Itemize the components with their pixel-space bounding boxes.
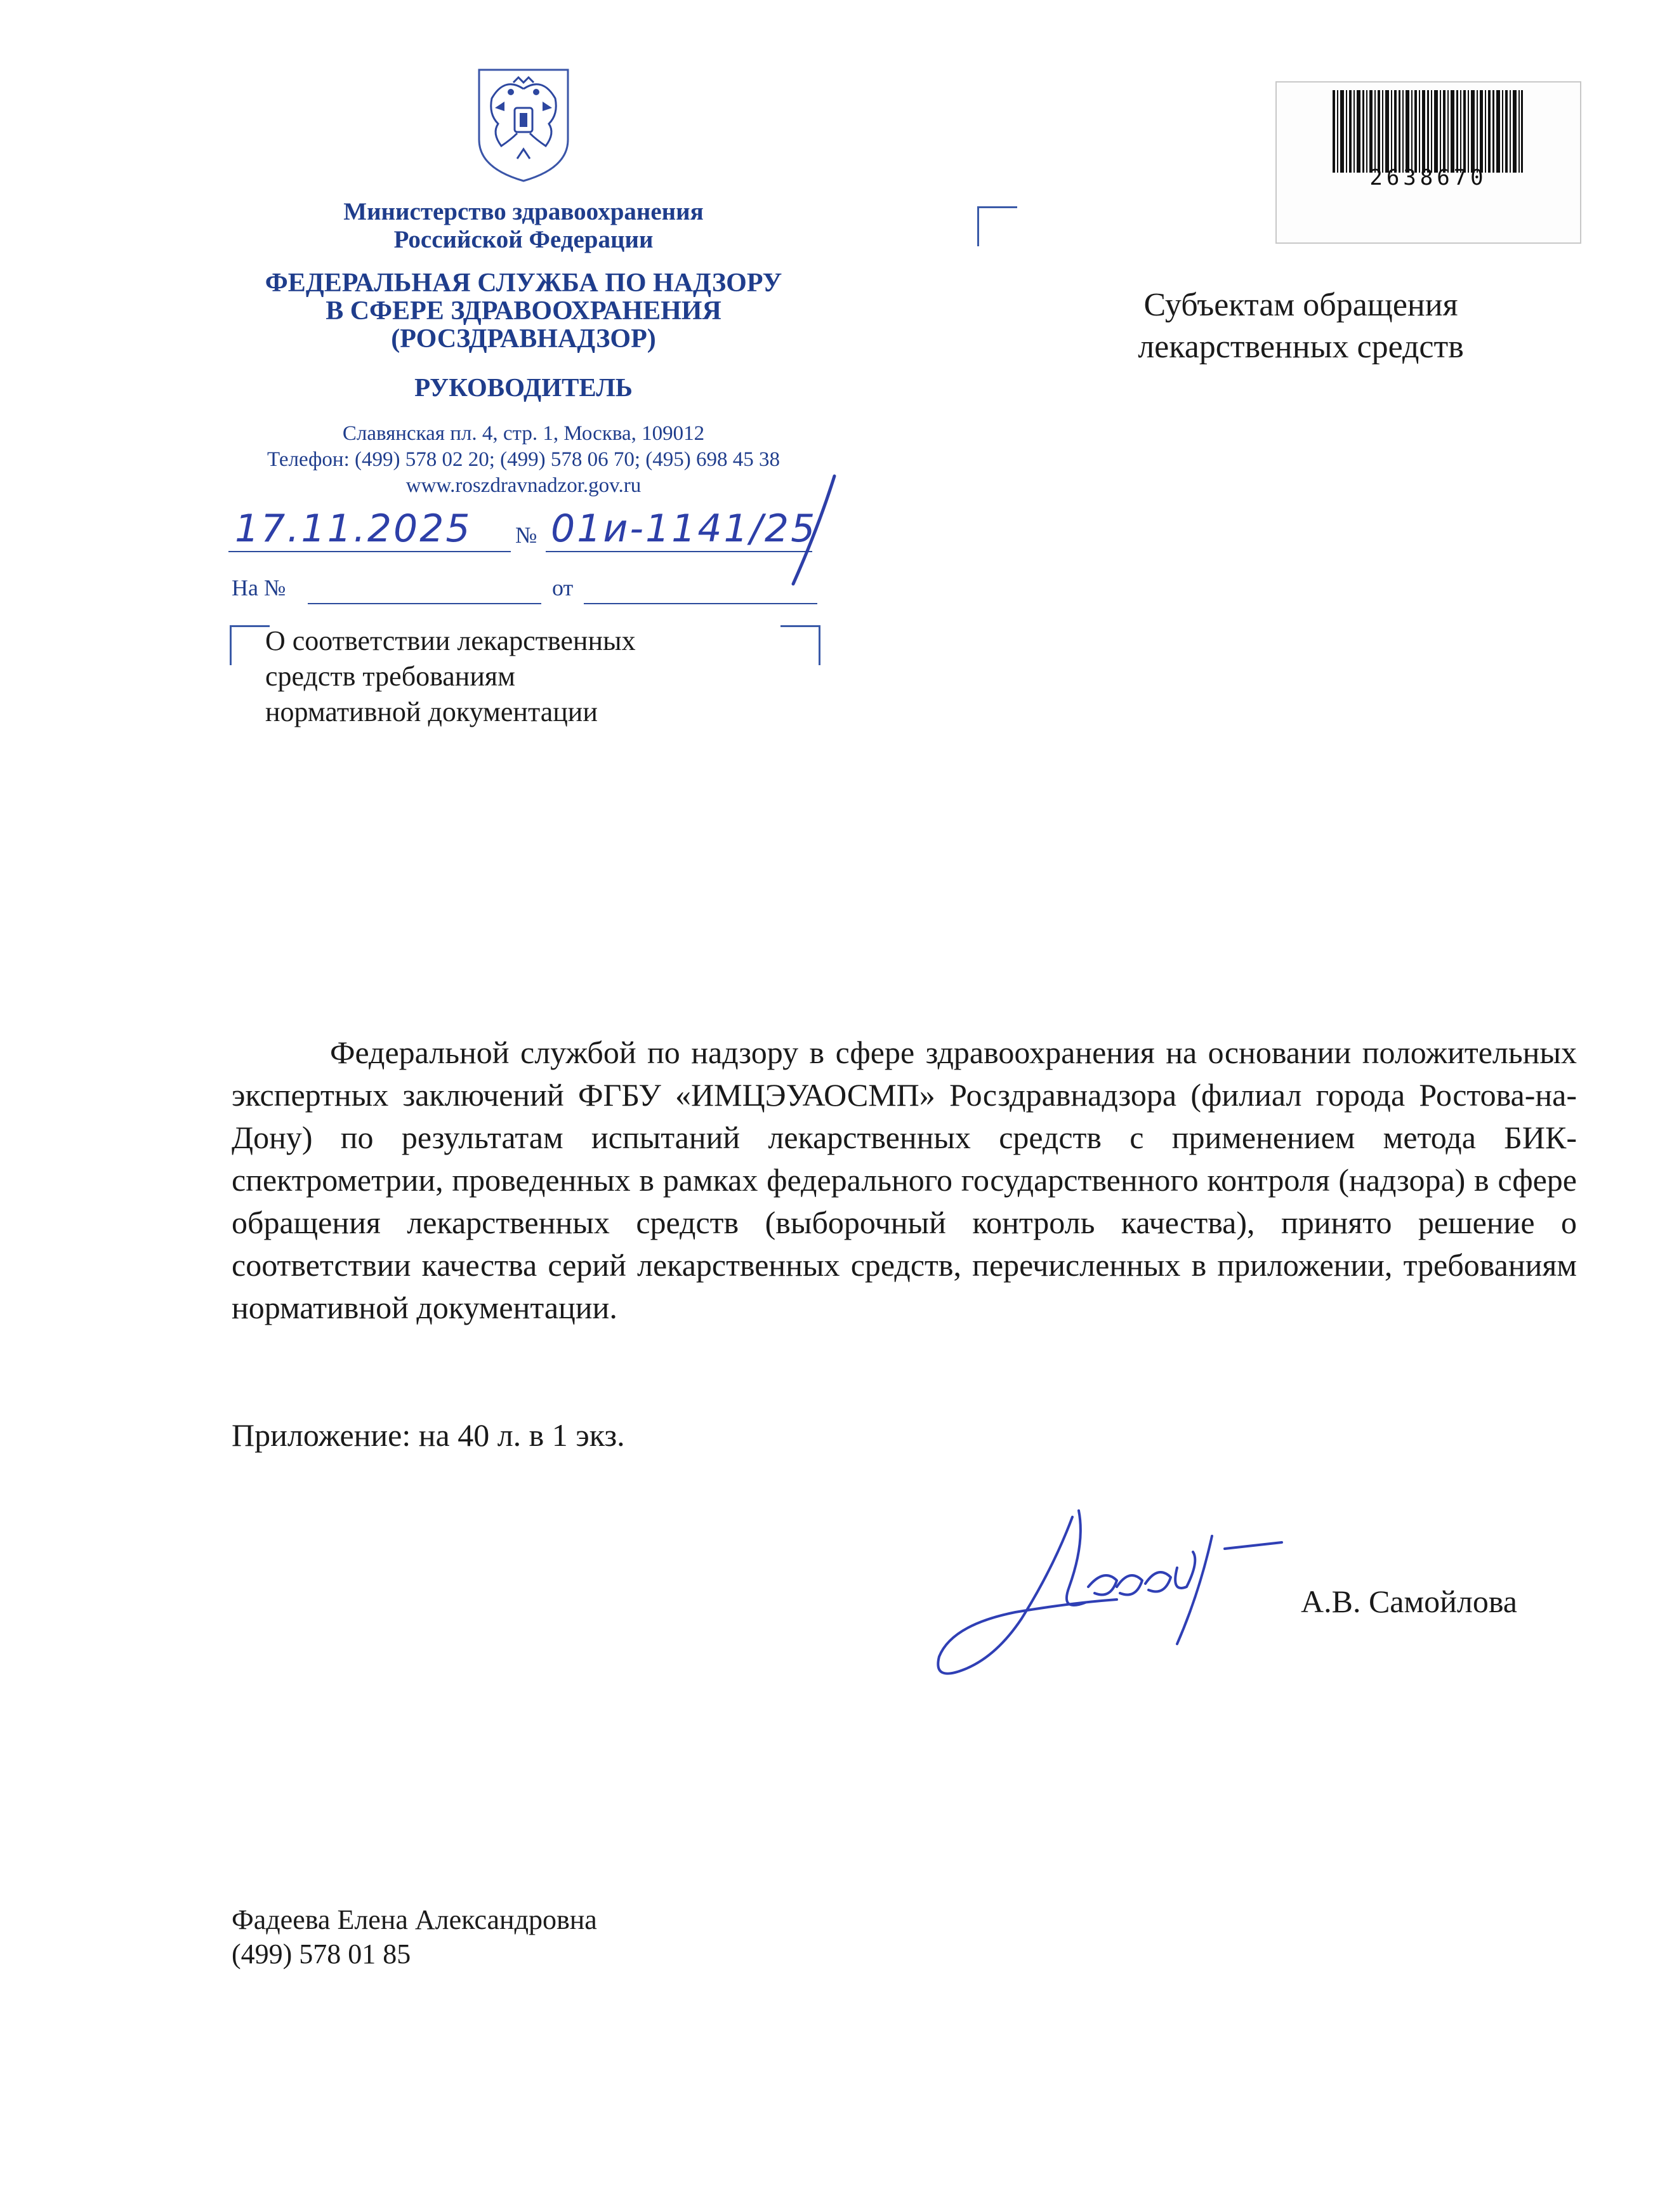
website-link[interactable]: www.roszdravnadzor.gov.ru <box>405 474 642 497</box>
reference-date-line <box>584 603 817 604</box>
letter-subject <box>265 623 747 730</box>
number-sign: № <box>515 522 537 548</box>
barcode-bars <box>1333 90 1523 173</box>
service-line-3: (РОСЗДРАВНАДЗОР) <box>391 324 656 354</box>
ministry-line-2: Российской Федерации <box>393 226 654 253</box>
service-line-1: ФЕДЕРАЛЬНАЯ СЛУЖБА ПО НАДЗОРУ <box>265 268 782 298</box>
handwritten-signature <box>926 1492 1333 1707</box>
coat-of-arms-emblem <box>466 63 581 184</box>
registration-date: 17.11.2025 <box>235 507 472 551</box>
executor-phone: (499) 578 01 85 <box>232 1938 411 1970</box>
addressee-corner-mark <box>977 206 1017 246</box>
number-underline <box>546 551 812 552</box>
addressee-line-2: лекарственных средств <box>1138 329 1464 365</box>
head-title: РУКОВОДИТЕЛЬ <box>414 373 633 402</box>
subject-corner-right <box>780 625 820 665</box>
contact-block <box>219 421 828 499</box>
slash-stroke <box>774 470 850 590</box>
addressee <box>1079 284 1523 368</box>
registration-number: 01и-1141/25 <box>551 507 817 551</box>
postal-address: Славянская пл. 4, стр. 1, Москва, 109012 <box>342 422 705 445</box>
ministry-line-1: Министерство здравоохранения <box>343 198 704 225</box>
subject-corner-left <box>230 625 270 665</box>
executor-block <box>232 1903 597 1971</box>
service-name <box>219 269 828 353</box>
subject-line-1: О соответствии лекарственных <box>265 625 636 656</box>
subject-line-3: нормативной документации <box>265 696 598 727</box>
ministry-name <box>219 198 828 254</box>
service-line-2: В СФЕРЕ ЗДРАВООХРАНЕНИЯ <box>326 296 721 326</box>
executor-name: Фадеева Елена Александровна <box>232 1904 597 1935</box>
attachment-note: Приложение: на 40 л. в 1 экз. <box>232 1417 625 1453</box>
reference-from-label: от <box>552 575 574 600</box>
barcode-label <box>1275 81 1581 244</box>
reference-label: На № <box>232 575 286 600</box>
date-underline <box>228 551 511 552</box>
subject-line-2: средств требованиям <box>265 661 515 692</box>
phone-numbers: Телефон: (499) 578 02 20; (499) 578 06 70; (495) 698 45 38 <box>267 448 780 471</box>
body-paragraph: Федеральной службой по надзору в сфере здравоохранения на основании положительных экспертных заключений ФГБУ «ИМЦЭУАОСМП» Росздравнадзора (филиал города Ростова-на-Дону) по результатам испытаний лекарственных средств с применением метода БИК-спектрометрии, проведенных в рамках федерального государственного контроля (надзора) в сфере обращения лекарственных средств (выборочный контроль качества), принято решение о соответствии качества серий лекарственных средств, перечисленных в приложении, требованиям нормативной документации. <box>232 1035 1577 1325</box>
addressee-line-1: Субъектам обращения <box>1143 287 1458 323</box>
reference-number-line <box>308 603 541 604</box>
barcode-number: 2638670 <box>1369 165 1487 190</box>
signer-name: А.В. Самойлова <box>1301 1584 1517 1619</box>
